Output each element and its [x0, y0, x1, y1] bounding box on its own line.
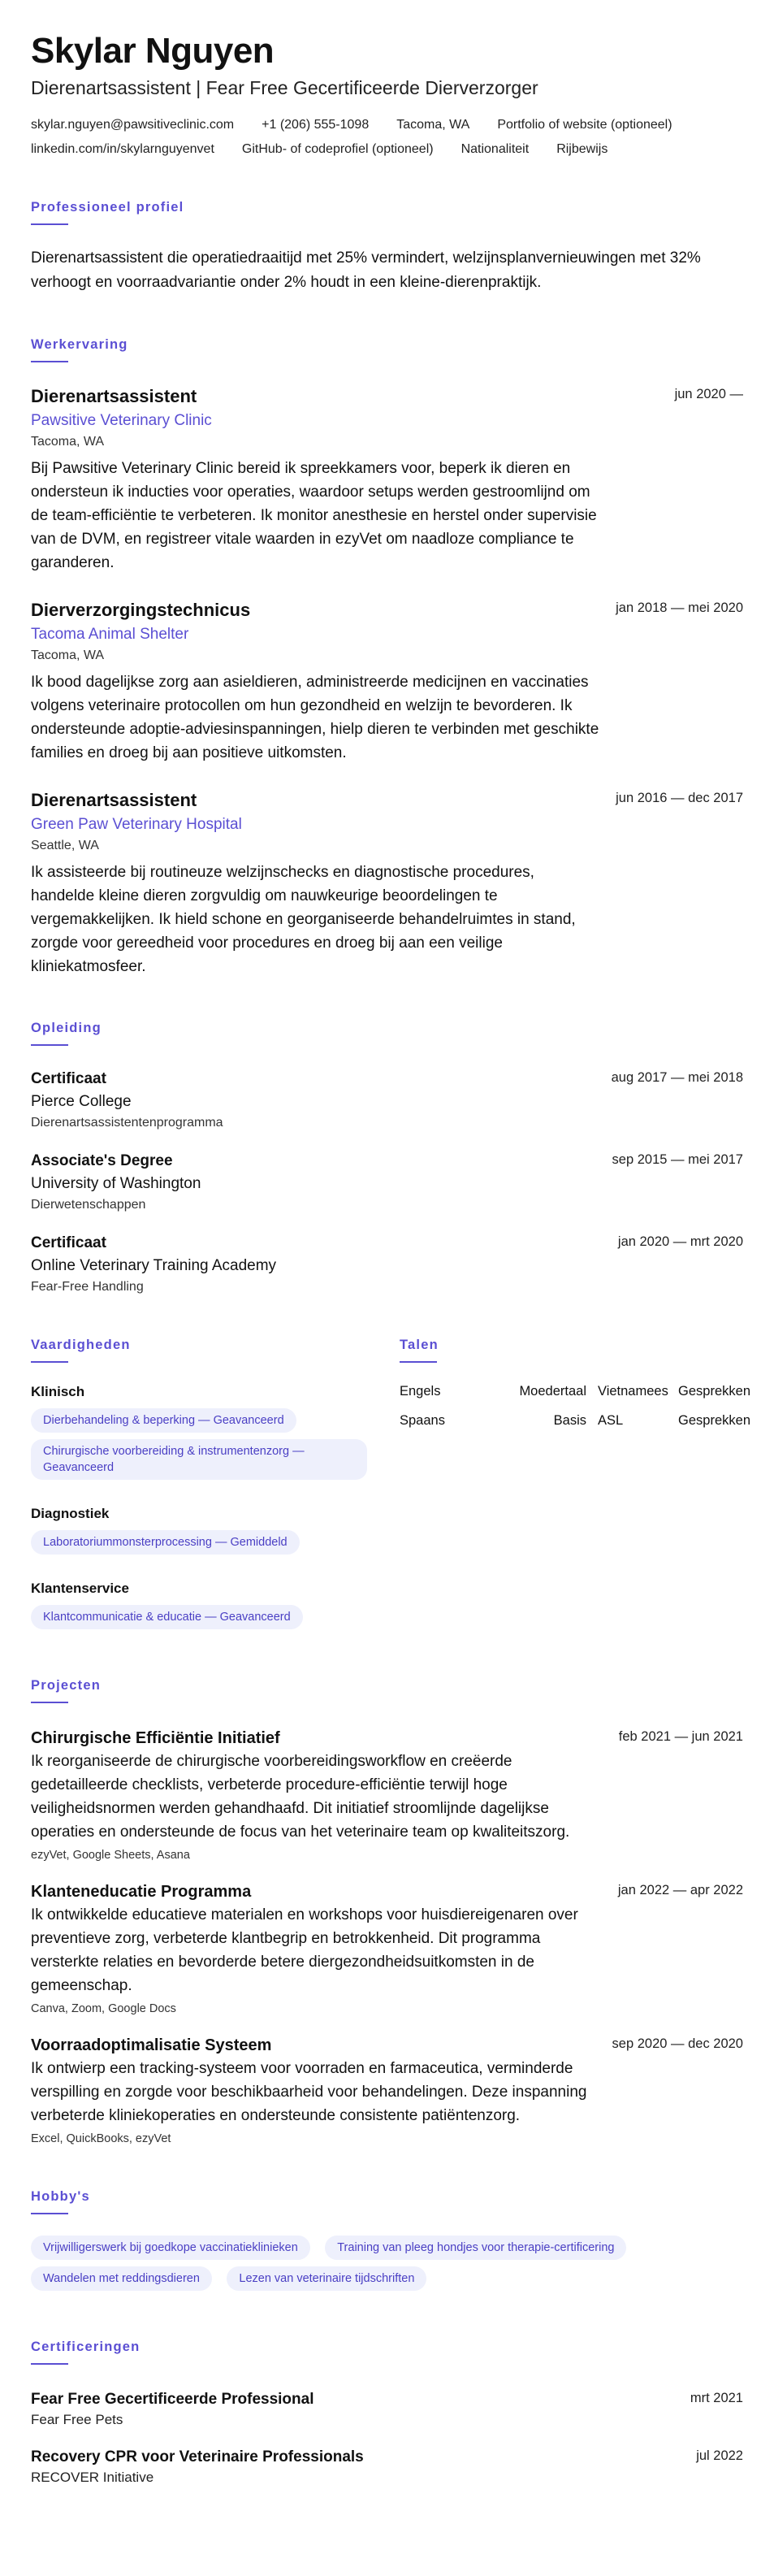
contact-portfolio[interactable]: Portfolio of website (optioneel): [497, 118, 672, 132]
skill-group: [31, 1581, 400, 1636]
job-location: Tacoma, WA: [31, 648, 105, 662]
skills-section: [31, 1338, 400, 1636]
education-date: sep 2015 — mei 2017: [612, 1152, 743, 1167]
job-description: Ik assisteerde bij routineuze welzijnschecks en diagnostische procedures, handelde kleine dieren zorgvuldig om nauwkeurige beoordelingen te vergemakkelijken. Ik hield schone en georganiseerde behandelruimtes in stand, zorgde voor gereedheid voor procedures en droeg bij aan een veilige kliniekatmosfeer.: [31, 864, 576, 975]
job-date: jun 2020 —: [674, 387, 743, 401]
certification-name: Fear Free Gecertificeerde Professional: [31, 2391, 314, 2408]
language-level: Gesprekken: [678, 1384, 750, 1399]
skill-category: Klantenservice: [31, 1581, 129, 1596]
contact-license: Rijbewijs: [556, 142, 608, 156]
contact-phone[interactable]: +1 (206) 555-1098: [262, 118, 370, 132]
skill-tag: Laboratoriummonsterprocessing — Gemiddeld: [31, 1530, 300, 1555]
school: Online Veterinary Training Academy: [31, 1257, 277, 1274]
section-title: Vaardigheden: [31, 1338, 131, 1352]
school: University of Washington: [31, 1175, 201, 1192]
employer: Tacoma Animal Shelter: [31, 626, 189, 643]
project-date: jan 2022 — apr 2022: [617, 1883, 743, 1897]
contact-linkedin[interactable]: linkedin.com/in/skylarnguyenvet: [31, 142, 214, 156]
contact-email[interactable]: skylar.nguyen@pawsitiveclinic.com: [31, 118, 235, 132]
section-title: Professioneel profiel: [31, 200, 184, 215]
field-of-study: Dierenartsassistentenprogramma: [31, 1116, 223, 1130]
certification-name: Recovery CPR voor Veterinaire Professionals: [31, 2448, 364, 2465]
hobbies-section: [31, 2189, 743, 2297]
section-title: Werkervaring: [31, 337, 128, 352]
section-divider: [31, 223, 68, 225]
section-title: Projecten: [31, 1678, 101, 1693]
summary-text: Dierenartsassistent die operatiedraaitijd met 25% vermindert, welzijnsplanvernieuwingen met 32% verhoogt en voorraadvariantie onder 2% houdt in een kleine-dierenpraktijk.: [31, 249, 701, 291]
project-title: Chirurgische Efficiëntie Initiatief: [31, 1729, 280, 1747]
hobby-tag: Wandelen met reddingsdieren: [31, 2266, 212, 2291]
project-tools: Canva, Zoom, Google Docs: [31, 2002, 176, 2015]
skill-tag: Dierbehandeling & beperking — Geavanceerd: [31, 1408, 296, 1433]
certification-item: [31, 2447, 743, 2487]
employer: Green Paw Veterinary Hospital: [31, 816, 242, 833]
skills-languages-row: [31, 1338, 750, 1636]
headline: Dierenartsassistent | Fear Free Gecertificeerde Dierverzorger: [31, 77, 538, 98]
project-tools: ezyVet, Google Sheets, Asana: [31, 1849, 190, 1862]
language-level: Gesprekken: [678, 1413, 750, 1428]
skill-tag: Chirurgische voorbereiding & instrumentenzorg — Geavanceerd: [31, 1439, 367, 1480]
hobbies-list: [31, 2236, 743, 2297]
project-title: Klanteneducatie Programma: [31, 1883, 252, 1901]
experience-item: [31, 599, 743, 765]
experience-item: [31, 789, 743, 978]
projects-list: [31, 1728, 743, 2147]
hobby-tag: Vrijwilligerswerk bij goedkope vaccinatieklinieken: [31, 2236, 310, 2260]
section-title: Opleiding: [31, 1021, 102, 1035]
project-date: feb 2021 — jun 2021: [618, 1729, 743, 1744]
experience-item: [31, 385, 743, 575]
job-date: jan 2018 — mei 2020: [616, 601, 743, 615]
degree: Certificaat: [31, 1070, 106, 1087]
job-location: Tacoma, WA: [31, 435, 105, 449]
field-of-study: Dierwetenschappen: [31, 1198, 146, 1212]
certification-date: jul 2022: [696, 2448, 743, 2463]
degree: Associate's Degree: [31, 1152, 173, 1169]
project-description: Ik ontwierp een tracking-systeem voor voorraden en farmaceutica, verminderde verspilling en zorgde voor beschikbaarheid voor behandelingen. Deze inspanning verbeterde kliniekoperaties en ondersteunde consistente patiëntenzorg.: [31, 2060, 587, 2124]
job-title: Dierenartsassistent: [31, 386, 197, 406]
education-date: jan 2020 — mrt 2020: [617, 1234, 743, 1249]
language-name: Vietnamees: [598, 1384, 668, 1399]
education-item: [31, 1069, 743, 1131]
language-name: ASL: [598, 1413, 624, 1428]
experience-section: [31, 337, 743, 978]
education-date: aug 2017 — mei 2018: [611, 1070, 743, 1085]
certification-date: mrt 2021: [690, 2391, 743, 2405]
job-description: Bij Pawsitive Veterinary Clinic bereid ik spreekkamers voor, beperk ik dieren en ondersteun ik inducties voor operaties, waardoor setups werden gestroomlijnd om de team-efficiëntie te verbeteren. Ik monitor anesthesie en herstel onder supervisie van de DVM, en registreer vitale waarden in ezyVet om naadloze compliance te garanderen.: [31, 460, 597, 571]
languages-section: [400, 1338, 750, 1636]
project-item: [31, 2035, 743, 2147]
projects-section: [31, 1678, 743, 2147]
education-item: [31, 1233, 743, 1295]
project-description: Ik reorganiseerde de chirurgische voorbereidingsworkflow en creëerde gedetailleerde checklists, verbeterde procedure-efficiëntie terwijl hoge veiligheidsnormen werden gehandhaafd. Dit initiatief stroomlijnde dagelijkse operaties en ondersteunde de focus van het veterinaire team op kwaliteitszorg.: [31, 1753, 570, 1841]
contact-github[interactable]: GitHub- of codeprofiel (optioneel): [241, 142, 434, 156]
section-title: Certificeringen: [31, 2340, 141, 2354]
degree: Certificaat: [31, 1234, 106, 1251]
certification-item: [31, 2389, 743, 2429]
certification-issuer: RECOVER Initiative: [31, 2470, 154, 2485]
summary-section: [31, 200, 743, 295]
contact-location: Tacoma, WA: [396, 118, 470, 132]
hobby-tag: Training van pleeg hondjes voor therapie-certificering: [325, 2236, 626, 2260]
language-level: Basis: [553, 1413, 586, 1428]
language-name: Engels: [400, 1384, 441, 1399]
education-list: [31, 1069, 743, 1295]
section-divider: [31, 1044, 68, 1046]
project-item: [31, 1728, 743, 1863]
education-section: [31, 1021, 743, 1295]
languages-list: [400, 1384, 750, 1429]
education-item: [31, 1151, 743, 1213]
hobby-tag: Lezen van veterinaire tijdschriften: [227, 2266, 426, 2291]
project-description: Ik ontwikkelde educatieve materialen en workshops voor huisdiereigenaren over preventieve zorg, verbeterde klantbegrip en betrokkenheid. Dit programma versterkte relaties en bevorderde betere diergezondheidsuitkomsten in de gemeenschap.: [31, 1906, 578, 1994]
job-title: Dierverzorgingstechnicus: [31, 600, 251, 620]
section-divider: [31, 361, 68, 362]
language-level: Moedertaal: [519, 1384, 586, 1399]
certification-issuer: Fear Free Pets: [31, 2412, 123, 2427]
contact-nationality: Nationaliteit: [461, 142, 530, 156]
language-name: Spaans: [400, 1413, 445, 1428]
experience-list: [31, 385, 743, 978]
section-divider: [31, 2363, 68, 2365]
skill-category: Diagnostiek: [31, 1506, 110, 1521]
section-divider: [400, 1361, 437, 1363]
certifications-section: [31, 2340, 743, 2487]
field-of-study: Fear-Free Handling: [31, 1280, 144, 1294]
employer: Pawsitive Veterinary Clinic: [31, 412, 212, 429]
project-title: Voorraadoptimalisatie Systeem: [31, 2036, 272, 2054]
skill-category: Klinisch: [31, 1384, 85, 1399]
section-divider: [31, 1702, 68, 1703]
job-date: jun 2016 — dec 2017: [616, 791, 743, 805]
skill-group: [31, 1384, 400, 1486]
candidate-name: Skylar Nguyen: [31, 31, 275, 71]
project-date: sep 2020 — dec 2020: [612, 2036, 743, 2051]
section-divider: [31, 2213, 68, 2214]
contact-info: [31, 117, 743, 158]
section-divider: [31, 1361, 68, 1363]
job-description: Ik bood dagelijkse zorg aan asieldieren, administreerde medicijnen en vaccinaties volgens veterinaire protocollen om hun gezondheid en welzijn te bevorderen. Ik ondersteunde adoptie-adviesinspanningen, hielp dieren te verbinden met geschikte families en droeg bij aan positieve uitkomsten.: [31, 674, 599, 761]
certifications-list: [31, 2389, 743, 2487]
skill-tag: Klantcommunicatie & educatie — Geavanceerd: [31, 1605, 303, 1629]
job-title: Dierenartsassistent: [31, 790, 197, 810]
skill-group: [31, 1506, 400, 1561]
section-title: Hobby's: [31, 2189, 90, 2204]
section-title: Talen: [400, 1338, 439, 1352]
resume-header: [31, 31, 743, 158]
job-location: Seattle, WA: [31, 839, 99, 852]
school: Pierce College: [31, 1093, 132, 1110]
project-item: [31, 1881, 743, 2017]
project-tools: Excel, QuickBooks, ezyVet: [31, 2132, 171, 2145]
